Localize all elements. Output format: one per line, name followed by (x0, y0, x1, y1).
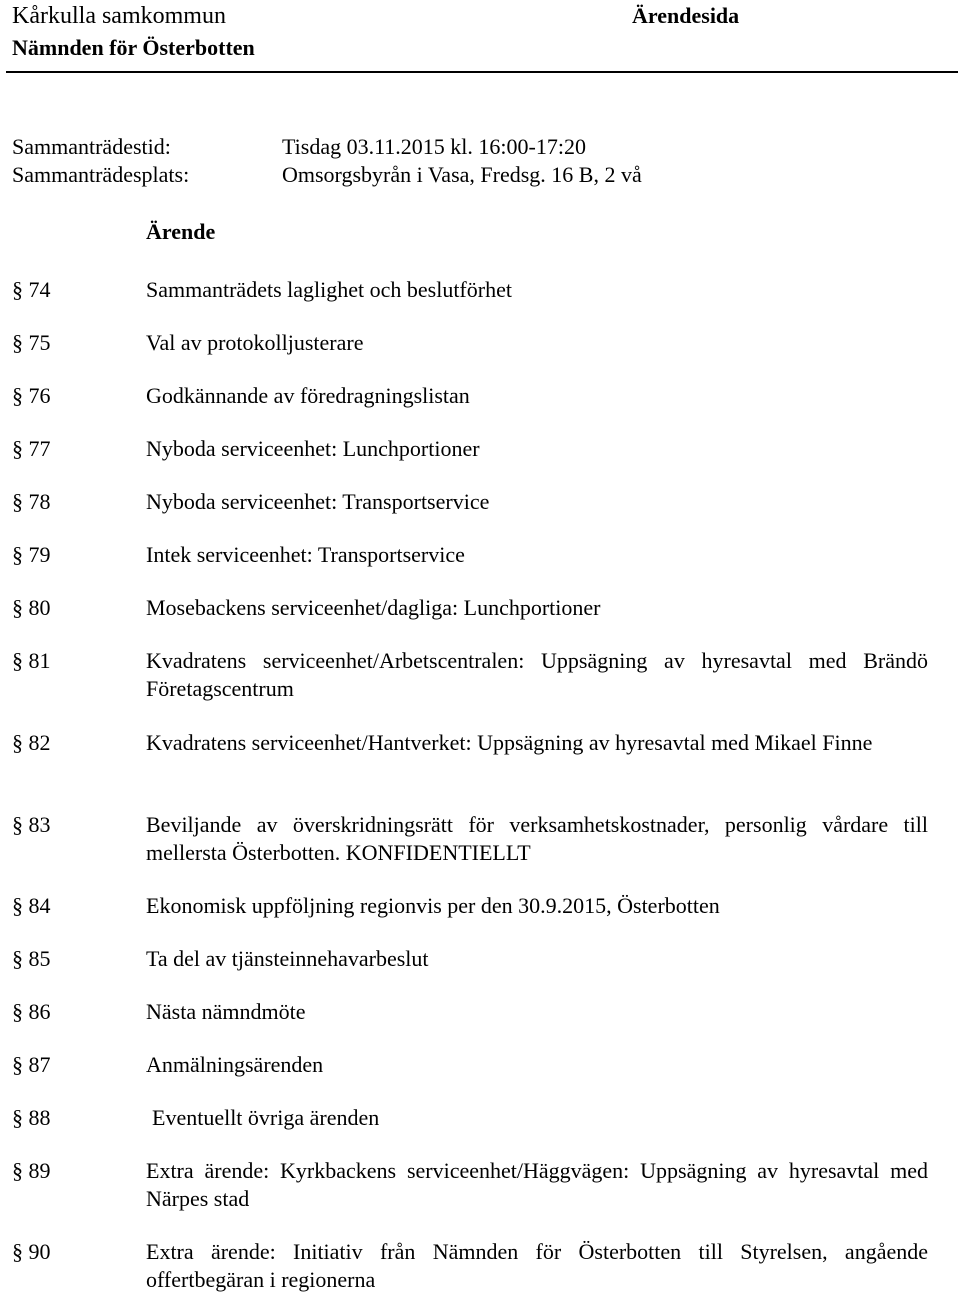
section-number: § 85 (12, 946, 51, 971)
item-title: Extra ärende: Initiativ från Nämnden för Österbotten till Styrelsen, angående offertbegäran i regionerna (146, 1239, 928, 1292)
section-number: § 83 (12, 812, 51, 837)
agenda-heading: Ärende (146, 219, 216, 244)
item-title: Mosebackens serviceenhet/dagliga: Lunchportioner (146, 595, 601, 620)
item-title: Nyboda serviceenhet: Lunchportioner (146, 436, 480, 461)
item-title: Kvadratens serviceenhet/Arbetscentralen: Uppsägning av hyresavtal med Brändö Företagscentrum (146, 648, 928, 701)
item-title: Val av protokolljusterare (146, 330, 364, 355)
item-title: Ekonomisk uppföljning regionvis per den 30.9.2015, Österbotten (146, 893, 720, 918)
section-number: § 90 (12, 1239, 51, 1264)
section-number: § 84 (12, 893, 51, 918)
municipality-name: Kårkulla samkommun (12, 3, 226, 29)
meeting-time-value: Tisdag 03.11.2015 kl. 16:00-17:20 (282, 134, 586, 159)
item-title: Godkännande av föredragningslistan (146, 383, 470, 408)
item-title: Kvadratens serviceenhet/Hantverket: Uppsägning av hyresavtal med Mikael Finne (146, 730, 873, 755)
section-number: § 76 (12, 383, 51, 408)
meeting-time-label: Sammanträdestid: (12, 134, 171, 159)
item-title: Beviljande av överskridningsrätt för verksamhetskostnader, personlig vårdare till mellersta Österbotten. KONFIDENTIELLT (146, 812, 928, 865)
item-title: Sammanträdets laglighet och beslutförhet (146, 277, 512, 302)
meeting-place-value: Omsorgsbyrån i Vasa, Fredsg. 16 B, 2 vå (282, 162, 642, 187)
item-title: Extra ärende: Kyrkbackens serviceenhet/Häggvägen: Uppsägning av hyresavtal med Närpes stad (146, 1158, 928, 1211)
item-title: Nästa nämndmöte (146, 999, 306, 1024)
section-number: § 86 (12, 999, 51, 1024)
item-title: Eventuellt övriga ärenden (152, 1105, 380, 1130)
header-divider (6, 71, 958, 73)
item-title: Nyboda serviceenhet: Transportservice (146, 489, 490, 514)
section-number: § 74 (12, 277, 51, 302)
meeting-place-label: Sammanträdesplats: (12, 162, 190, 187)
section-number: § 80 (12, 595, 51, 620)
item-title: Ta del av tjänsteinnehavarbeslut (146, 946, 429, 971)
section-number: § 78 (12, 489, 51, 514)
section-number: § 87 (12, 1052, 51, 1077)
section-number: § 89 (12, 1158, 51, 1183)
section-number: § 88 (12, 1105, 51, 1130)
document-type: Ärendesida (632, 3, 740, 28)
section-number: § 81 (12, 648, 51, 673)
section-number: § 75 (12, 330, 51, 355)
item-title: Intek serviceenhet: Transportservice (146, 542, 465, 567)
section-number: § 82 (12, 730, 51, 755)
section-number: § 77 (12, 436, 51, 461)
item-title: Anmälningsärenden (146, 1052, 324, 1077)
section-number: § 79 (12, 542, 51, 567)
board-name: Nämnden för Österbotten (12, 35, 255, 60)
